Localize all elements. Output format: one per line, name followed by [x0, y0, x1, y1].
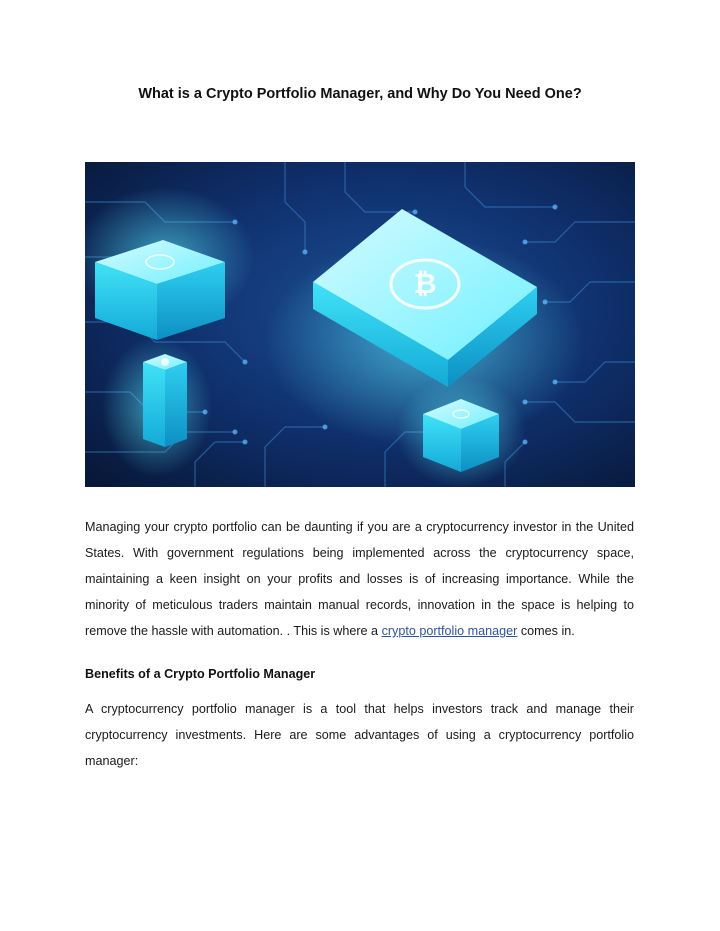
section-heading: Benefits of a Crypto Portfolio Manager: [85, 667, 316, 681]
hero-image: [85, 162, 635, 487]
small-cube-bottom-right: [423, 399, 499, 472]
tall-pillar-bottom-left: [143, 354, 187, 447]
intro-text-end: comes in.: [517, 624, 575, 638]
page-title: What is a Crypto Portfolio Manager, and Why Do You Need One?: [138, 86, 582, 102]
crypto-portfolio-manager-link[interactable]: crypto portfolio manager: [381, 624, 518, 638]
intro-paragraph: [85, 514, 634, 644]
intro-text-start: Managing your crypto portfolio can be daunting if you are a cryptocurrency investor in the United States. With government regulations being implemented across the cryptocurrency space, maintaining a keen insight on your profits and losses is of increasing importance. While the minority of meticulous traders maintain manual records, innovation in the space is helping to remove the hassle with automation. . This is where a: [85, 520, 634, 638]
section-paragraph: A cryptocurrency portfolio manager is a tool that helps investors track and manage their cryptocurrency investments. Here are some advantages of using a cryptocurrency portfolio manager:: [85, 702, 634, 768]
svg-text:₿: ₿: [413, 267, 437, 300]
